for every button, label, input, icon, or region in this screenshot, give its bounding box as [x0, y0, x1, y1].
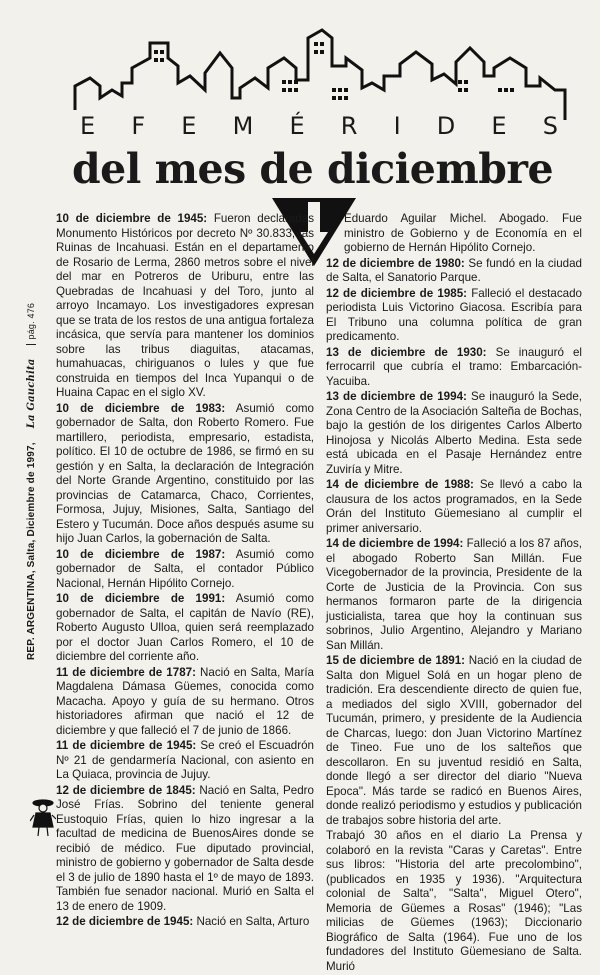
entry-text: Se fundó en la ciudad de Salta, el Sanatorio Parque.: [326, 256, 582, 284]
entry-text: Falleció a los 87 años, el abogado Roberto San Millán. Fue Vicegobernador de la provincia, Presidente de la Corte de Justicia de la Provincia. Con sus hermanos formaron parte de la dirigencia justicialista, tarea que hoy la continuan sus sobrinos, Julio Argentino, Alejandro y Mariano San Millán.: [326, 537, 582, 652]
heading-letter: E: [491, 112, 509, 140]
entry-text: Falleció el destacado periodista Luis Victorino Giacosa. Escribía para El Tribuno una columna política de gran predicamento.: [326, 286, 582, 343]
entry: [56, 784, 314, 915]
entry: [56, 212, 314, 401]
entry: [326, 478, 582, 536]
entry-date: 10 de diciembre de 1945:: [56, 212, 208, 225]
entry-text: Eduardo Aguilar Michel. Abogado. Fue ministro de Gobierno y de Economía en el gobierno de Hernán Hipólito Cornejo.: [344, 212, 582, 254]
entry: [56, 592, 314, 665]
entry-date: 12 de diciembre de 1985:: [326, 286, 468, 300]
entry-date: 11 de diciembre de 1787:: [56, 665, 196, 679]
page-title: del mes de diciembre: [72, 145, 554, 193]
entry: [56, 739, 314, 783]
heading-letter: M: [232, 112, 256, 140]
entry-text: Se inauguró el ferrocarril que cubría el tramo: Embarcación-Yacuiba.: [326, 345, 582, 388]
entry: [326, 212, 582, 256]
entry-text: Se inauguró la Sede, Zona Centro de la Asociación Salteña de Bochas, bajo la gestión de los dirigentes Carlos Alberto Hinojosa y Nicolás Alberto Medina. Esta sede está ubicada en el Pasaje Hernández entre Zuviría y Mitre.: [326, 390, 582, 476]
entry: [56, 402, 314, 547]
heading-letter: S: [542, 112, 560, 140]
efemerides-heading: [80, 112, 560, 140]
entry: [326, 654, 582, 828]
entry: [326, 537, 582, 653]
entry-date: 12 de diciembre de 1980:: [326, 256, 465, 270]
page-number: pág. 476: [26, 303, 36, 345]
entry-date: 10 de diciembre de 1991:: [56, 592, 226, 605]
publication-line: REP. ARGENTINA, Salta, Diciembre de 1997,: [25, 442, 37, 660]
entry-date: 14 de diciembre de 1988:: [326, 478, 474, 491]
entry: [326, 346, 582, 390]
heading-letter: E: [181, 112, 199, 140]
entry-date: 15 de diciembre de 1891:: [326, 654, 466, 667]
entry-text: Nació en Salta, Arturo: [193, 915, 310, 928]
magazine-name: La Gauchita: [25, 358, 37, 429]
entry-date: 10 de diciembre de 1987:: [56, 547, 226, 561]
entry: [56, 548, 314, 592]
gauchita-mascot-icon: [30, 797, 56, 837]
entry-text: Nació en Salta, Pedro José Frías. Sobrino del teniente general Eustoquio Frías, quien lo hizo ingresar a la facultad de medicina de BuenosAires donde se recibió de médico. Fue diputado provincial, ministro de gobierno y gobernador de Salta desde el 3 de julio de 1890 hasta el 1º de mayo de 1893. También fue senador nacional. Murió en Salta el 13 de enero de 1909.: [56, 783, 314, 913]
entry-text: Se creó el Escuadrón Nº 21 de gendarmería Nacional, con asiento en La Quiaca, provincia de Jujuy.: [56, 739, 314, 781]
side-publication-label: [20, 40, 42, 660]
entry-text: Trabajó 30 años en el diario La Prensa y colaboró en la revista "Caras y Caretas". Entre sus libros: "Historia del arte precolombino", (publicados en 1935 y 1936). "Arquitectura colonial de Salta", "Salta", Miguel Otero", Memoria de Güemes a Rosas" (1946); "Las milicias de Güemes (1963); Diccionario Biográfico de Salta (1964). Fue uno de los fundadores del Instituto Güemesiano de Salta. Murió: [326, 829, 582, 973]
entry: [326, 390, 582, 477]
left-column: [56, 212, 314, 931]
entry-text: Nació en Salta, María Magdalena Dámasa Güemes, conocida como Macacha. Apoyo y guía de su hermano. Otros historiadores afirman que nació el 12 de diciembre y que falleció el 7 de junio de 1866.: [56, 665, 314, 737]
heading-letter: E: [80, 112, 98, 140]
entry-date: 12 de diciembre de 1845:: [56, 783, 196, 797]
entry-text: Asumió como gobernador de Salta, el contador Público Nacional, Hernán Hipólito Cornejo.: [56, 547, 315, 590]
entry-text: Asumió como gobernador de Salta, don Roberto Romero. Fue martillero, periodista, empresario, estadista, político. El 10 de octubre de 1986, se firmó en su gestión y en Salta, la declaración de Integración del Norte Grande Argentino, constituido por las provincias de Catamarca, Chaco, Corrientes, Formosa, Jujuy, Misiones, Salta, Santiago del Estero y Tucumán. Doce años después asume su hijo Juan Carlos, la gobernación de Salta.: [56, 401, 315, 545]
entry-date: 14 de diciembre de 1994:: [326, 537, 464, 550]
entry-date: 13 de diciembre de 1994:: [326, 390, 467, 403]
heading-letter: I: [393, 112, 403, 140]
entry: [326, 257, 582, 286]
heading-letter: D: [436, 112, 458, 140]
heading-letter: R: [340, 112, 360, 140]
heading-letter: F: [131, 112, 148, 140]
entry-date: 10 de diciembre de 1983:: [56, 401, 226, 415]
entry-text: Fueron declaradas Monumento Históricos por decreto Nº 30.833, las Ruinas de Incahuasi. Están en el departamento de Rosario de Lerma, 2860 metros sobre el nivel del mar en Potreros de Uriburu, entre las Quebradas de Incahuasi y del Toro, junto al arroyo Incamayo. Los investigadores expresan que se trata de los restos de una antigua fortaleza incásica, que servía para mantener los dominios sobre las tribus diaguitas, atacamas, humahuacas, chiriguanos o lules y que fue construida en tiempos del Inca Yupanqui o de Huaina Capac en el siglo XV.: [56, 212, 314, 399]
entry-date: 11 de diciembre de 1945:: [56, 739, 197, 752]
entry: [326, 829, 582, 974]
heading-letter: É: [289, 112, 307, 140]
entry-text: Se llevó a cabo la clausura de los actos programados, en la Sede Orán del Instituto Güemesiano al cumplir el primer aniversario.: [326, 478, 583, 535]
entry: [56, 915, 314, 930]
entry-text: Asumió como gobernador de Salta, el capitán de Navío (RE), Roberto Augusto Ulloa, quien será reemplazado por el doctor Juan Carlos Romero, el 10 de diciembre del corriente año.: [56, 592, 315, 663]
entry: [56, 666, 314, 739]
entry: [326, 287, 582, 345]
right-column: [326, 212, 582, 975]
entry-text: Nació en la ciudad de Salta don Miguel Solá en un hogar pleno de tradición. Era descendiente directo de quien fue, a mediados del siglo XVIII, gobernador del Tucumán, primero, y presidente de la Audiencia de Charcas, luego: don Juan Victorino Martínez de Tineo. Fue uno de los salteños que descollaron. En su juventud residió en Salta, donde llegó a ser director del diario "Nueva Epoca". Más tarde se radicó en Buenos Aires, donde realizó periodismo y estudios y publicación de trabajos sobre historia del arte.: [326, 654, 582, 827]
entry-date: 13 de diciembre de 1930:: [326, 345, 487, 359]
entry-date: 12 de diciembre de 1945:: [56, 915, 194, 928]
